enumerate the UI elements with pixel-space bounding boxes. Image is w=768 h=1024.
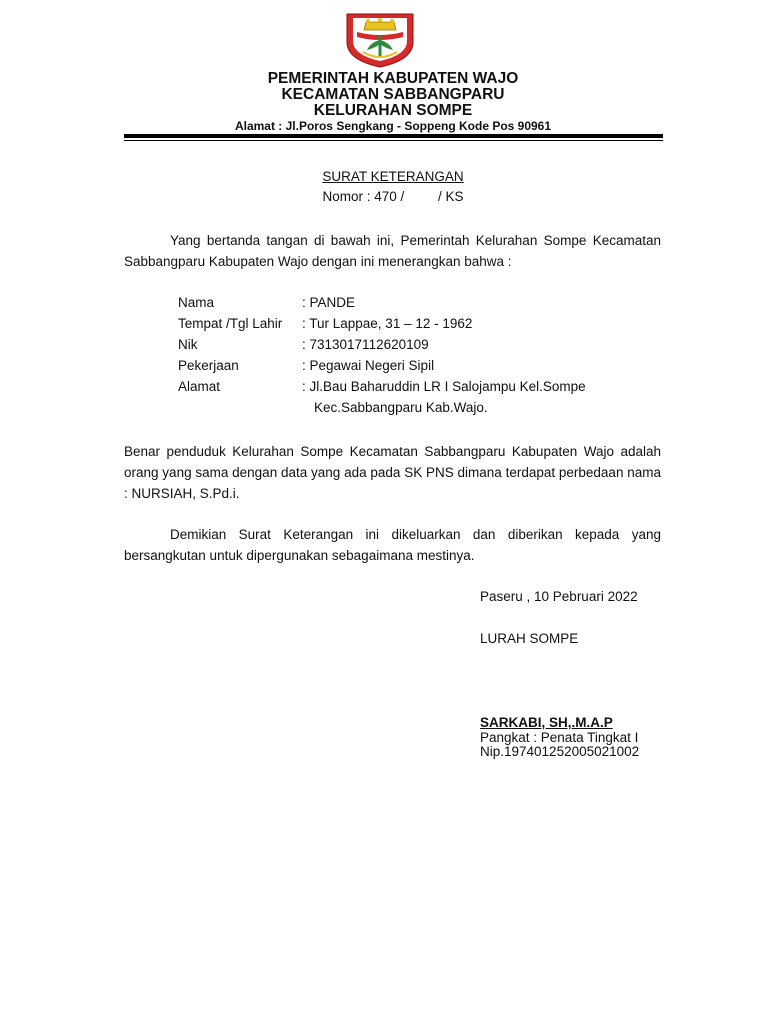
field-row-occupation bbox=[178, 355, 434, 376]
document-number: Nomor : 470 / / KS bbox=[322, 189, 464, 204]
body-paragraph: Benar penduduk Kelurahan Sompe Kecamatan Sabbangparu Kabupaten Wajo adalah orang yang sama dengan data yang ada pada SK PNS dimana terdapat perbedaan nama : NURSIAH, S.Pd.i. bbox=[124, 444, 661, 501]
field-value: : 7313017112620109 bbox=[302, 337, 429, 352]
field-label: Nik bbox=[178, 337, 198, 352]
letterhead-village: KELURAHAN SOMPE bbox=[313, 102, 473, 119]
field-value: : Tur Lappae, 31 – 12 - 1962 bbox=[302, 316, 473, 331]
signatory-rank: Pangkat : Penata Tingkat I bbox=[480, 730, 639, 745]
field-label: Pekerjaan bbox=[178, 358, 239, 373]
signatory-nip: Nip.197401252005021002 bbox=[480, 744, 640, 759]
field-label: Nama bbox=[178, 295, 215, 310]
document-title: SURAT KETERANGAN bbox=[322, 169, 464, 184]
letterhead-divider-thick bbox=[124, 134, 663, 138]
field-label: Alamat bbox=[178, 379, 221, 394]
letterhead-regency: PEMERINTAH KABUPATEN WAJO bbox=[267, 70, 519, 87]
field-address-continuation: Kec.Sabbangparu Kab.Wajo. bbox=[314, 400, 488, 415]
letterhead-address: Alamat : Jl.Poros Sengkang - Soppeng Kode Pos 90961 bbox=[234, 119, 552, 133]
field-row-nik bbox=[178, 334, 429, 355]
field-value: : Pegawai Negeri Sipil bbox=[302, 358, 435, 373]
letterhead-divider-thin bbox=[124, 140, 663, 141]
signature-position: LURAH SOMPE bbox=[480, 631, 579, 646]
signatory-name: SARKABI, SH,.M.A.P bbox=[480, 715, 613, 730]
field-label: Tempat /Tgl Lahir bbox=[178, 316, 283, 331]
field-row-address bbox=[178, 376, 586, 397]
signature-place-date: Paseru , 10 Pebruari 2022 bbox=[480, 589, 638, 604]
intro-paragraph: Yang bertanda tangan di bawah ini, Pemerintah Kelurahan Sompe Kecamatan Sabbangparu Kabupaten Wajo dengan ini menerangkan bahwa : bbox=[124, 233, 661, 269]
letterhead-district: KECAMATAN SABBANGPARU bbox=[281, 86, 505, 103]
field-value: : Jl.Bau Baharuddin LR I Salojampu Kel.Sompe bbox=[302, 379, 586, 394]
field-value: : PANDE bbox=[302, 295, 356, 310]
field-row-name bbox=[178, 292, 355, 313]
regency-coat-of-arms-icon bbox=[343, 12, 417, 68]
field-row-birth bbox=[178, 313, 472, 334]
closing-paragraph: Demikian Surat Keterangan ini dikeluarkan dan diberikan kepada yang bersangkutan untuk dipergunakan sebagaimana mestinya. bbox=[124, 527, 661, 563]
